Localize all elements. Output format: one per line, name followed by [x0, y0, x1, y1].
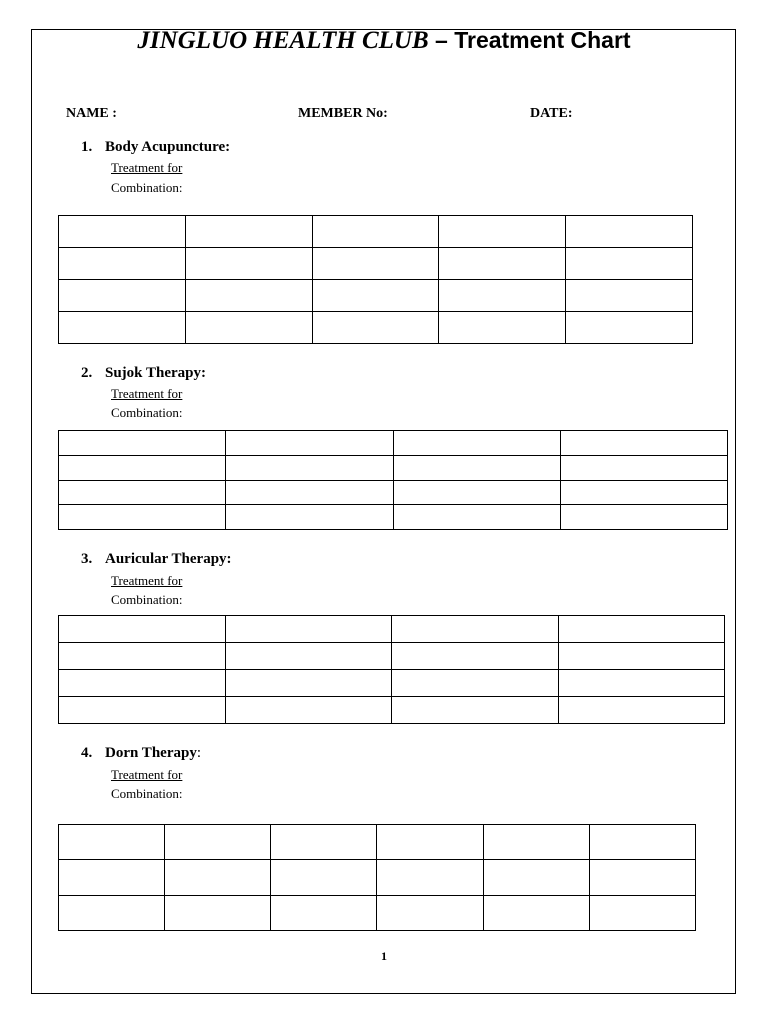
table-cell[interactable] [393, 505, 560, 530]
table-cell[interactable] [377, 895, 483, 930]
section-number: 3. [81, 551, 93, 567]
table-cell[interactable] [312, 280, 439, 312]
table-cell[interactable] [589, 860, 695, 895]
member-number-label: MEMBER No: [298, 106, 388, 121]
table-cell[interactable] [59, 431, 226, 456]
table-cell[interactable] [393, 431, 560, 456]
table-row [59, 248, 693, 280]
section-auricular-therapy-title [81, 551, 232, 568]
section-number: 2. [81, 365, 93, 381]
club-name: JINGLUO HEALTH CLUB [137, 27, 429, 54]
table-cell[interactable] [226, 480, 393, 505]
table-cell[interactable] [377, 860, 483, 895]
table-cell[interactable] [439, 216, 566, 248]
table-cell[interactable] [59, 216, 186, 248]
table-row [59, 697, 725, 724]
table-cell[interactable] [312, 216, 439, 248]
treatment-for-label: Treatment for [111, 767, 183, 782]
table-row [59, 670, 725, 697]
section-title-text: Auricular Therapy: [105, 551, 232, 567]
section-number: 4. [81, 745, 93, 761]
table-cell[interactable] [560, 505, 727, 530]
treatment-for-label: Treatment for [111, 386, 183, 401]
chart-title: – Treatment Chart [428, 27, 631, 53]
combination-label: Combination: [111, 405, 183, 420]
page-title [0, 27, 768, 55]
table-row [59, 505, 728, 530]
section-number: 1. [81, 139, 93, 155]
table-cell[interactable] [225, 670, 392, 697]
table-cell[interactable] [558, 697, 725, 724]
body-acupuncture-table [58, 215, 693, 344]
table-cell[interactable] [439, 280, 566, 312]
section-title-text: Dorn Therapy [105, 745, 197, 761]
table-cell[interactable] [483, 860, 589, 895]
table-cell[interactable] [271, 860, 377, 895]
date-label: DATE: [530, 106, 573, 121]
table-cell[interactable] [566, 248, 693, 280]
table-cell[interactable] [59, 616, 226, 643]
table-cell[interactable] [225, 697, 392, 724]
table-cell[interactable] [165, 825, 271, 860]
sujok-therapy-table [58, 430, 728, 530]
table-cell[interactable] [558, 616, 725, 643]
table-cell[interactable] [566, 280, 693, 312]
treatment-for-label: Treatment for [111, 573, 183, 588]
table-cell[interactable] [59, 312, 186, 344]
table-cell[interactable] [558, 643, 725, 670]
table-cell[interactable] [392, 616, 559, 643]
table-cell[interactable] [439, 248, 566, 280]
table-cell[interactable] [185, 312, 312, 344]
table-cell[interactable] [226, 431, 393, 456]
table-cell[interactable] [185, 248, 312, 280]
table-cell[interactable] [59, 480, 226, 505]
table-cell[interactable] [59, 455, 226, 480]
table-cell[interactable] [226, 455, 393, 480]
page-number: 1 [381, 949, 387, 963]
section-body-acupuncture-title [81, 139, 230, 156]
table-cell[interactable] [566, 312, 693, 344]
table-cell[interactable] [392, 697, 559, 724]
table-cell[interactable] [59, 643, 226, 670]
table-cell[interactable] [271, 895, 377, 930]
treatment-for-label: Treatment for [111, 160, 183, 175]
table-cell[interactable] [59, 697, 226, 724]
table-cell[interactable] [377, 825, 483, 860]
auricular-therapy-table [58, 615, 725, 724]
table-cell[interactable] [59, 895, 165, 930]
table-row [59, 280, 693, 312]
table-cell[interactable] [483, 895, 589, 930]
combination-label: Combination: [111, 786, 183, 801]
table-cell[interactable] [185, 216, 312, 248]
table-cell[interactable] [566, 216, 693, 248]
table-row [59, 216, 693, 248]
table-cell[interactable] [483, 825, 589, 860]
table-cell[interactable] [59, 280, 186, 312]
table-cell[interactable] [392, 643, 559, 670]
table-row [59, 825, 696, 860]
table-cell[interactable] [59, 248, 186, 280]
section-title-text: Body Acupuncture: [105, 139, 231, 155]
table-row [59, 455, 728, 480]
table-cell[interactable] [225, 616, 392, 643]
table-cell[interactable] [185, 280, 312, 312]
table-cell[interactable] [59, 505, 226, 530]
section-sujok-therapy-title [81, 365, 206, 382]
table-row [59, 616, 725, 643]
table-cell[interactable] [59, 825, 165, 860]
table-cell[interactable] [165, 895, 271, 930]
section-title-text: Sujok Therapy: [105, 365, 207, 381]
table-row [59, 643, 725, 670]
table-cell[interactable] [393, 480, 560, 505]
table-cell[interactable] [560, 480, 727, 505]
table-cell[interactable] [312, 312, 439, 344]
table-cell[interactable] [392, 670, 559, 697]
table-cell[interactable] [589, 895, 695, 930]
section-dorn-therapy-title [81, 745, 201, 762]
table-row [59, 860, 696, 895]
table-cell[interactable] [589, 825, 695, 860]
table-row [59, 312, 693, 344]
table-cell[interactable] [59, 670, 226, 697]
dorn-therapy-table [58, 824, 696, 931]
combination-label: Combination: [111, 592, 183, 607]
table-cell[interactable] [560, 431, 727, 456]
combination-label: Combination: [111, 180, 183, 195]
section-title-suffix: : [196, 745, 201, 761]
table-cell[interactable] [312, 248, 439, 280]
table-cell[interactable] [558, 670, 725, 697]
table-row [59, 431, 728, 456]
name-label: NAME : [66, 106, 117, 121]
table-cell[interactable] [393, 455, 560, 480]
table-row [59, 895, 696, 930]
table-cell[interactable] [226, 505, 393, 530]
table-cell[interactable] [165, 860, 271, 895]
table-cell[interactable] [271, 825, 377, 860]
table-cell[interactable] [225, 643, 392, 670]
table-cell[interactable] [439, 312, 566, 344]
table-cell[interactable] [59, 860, 165, 895]
table-cell[interactable] [560, 455, 727, 480]
table-row [59, 480, 728, 505]
